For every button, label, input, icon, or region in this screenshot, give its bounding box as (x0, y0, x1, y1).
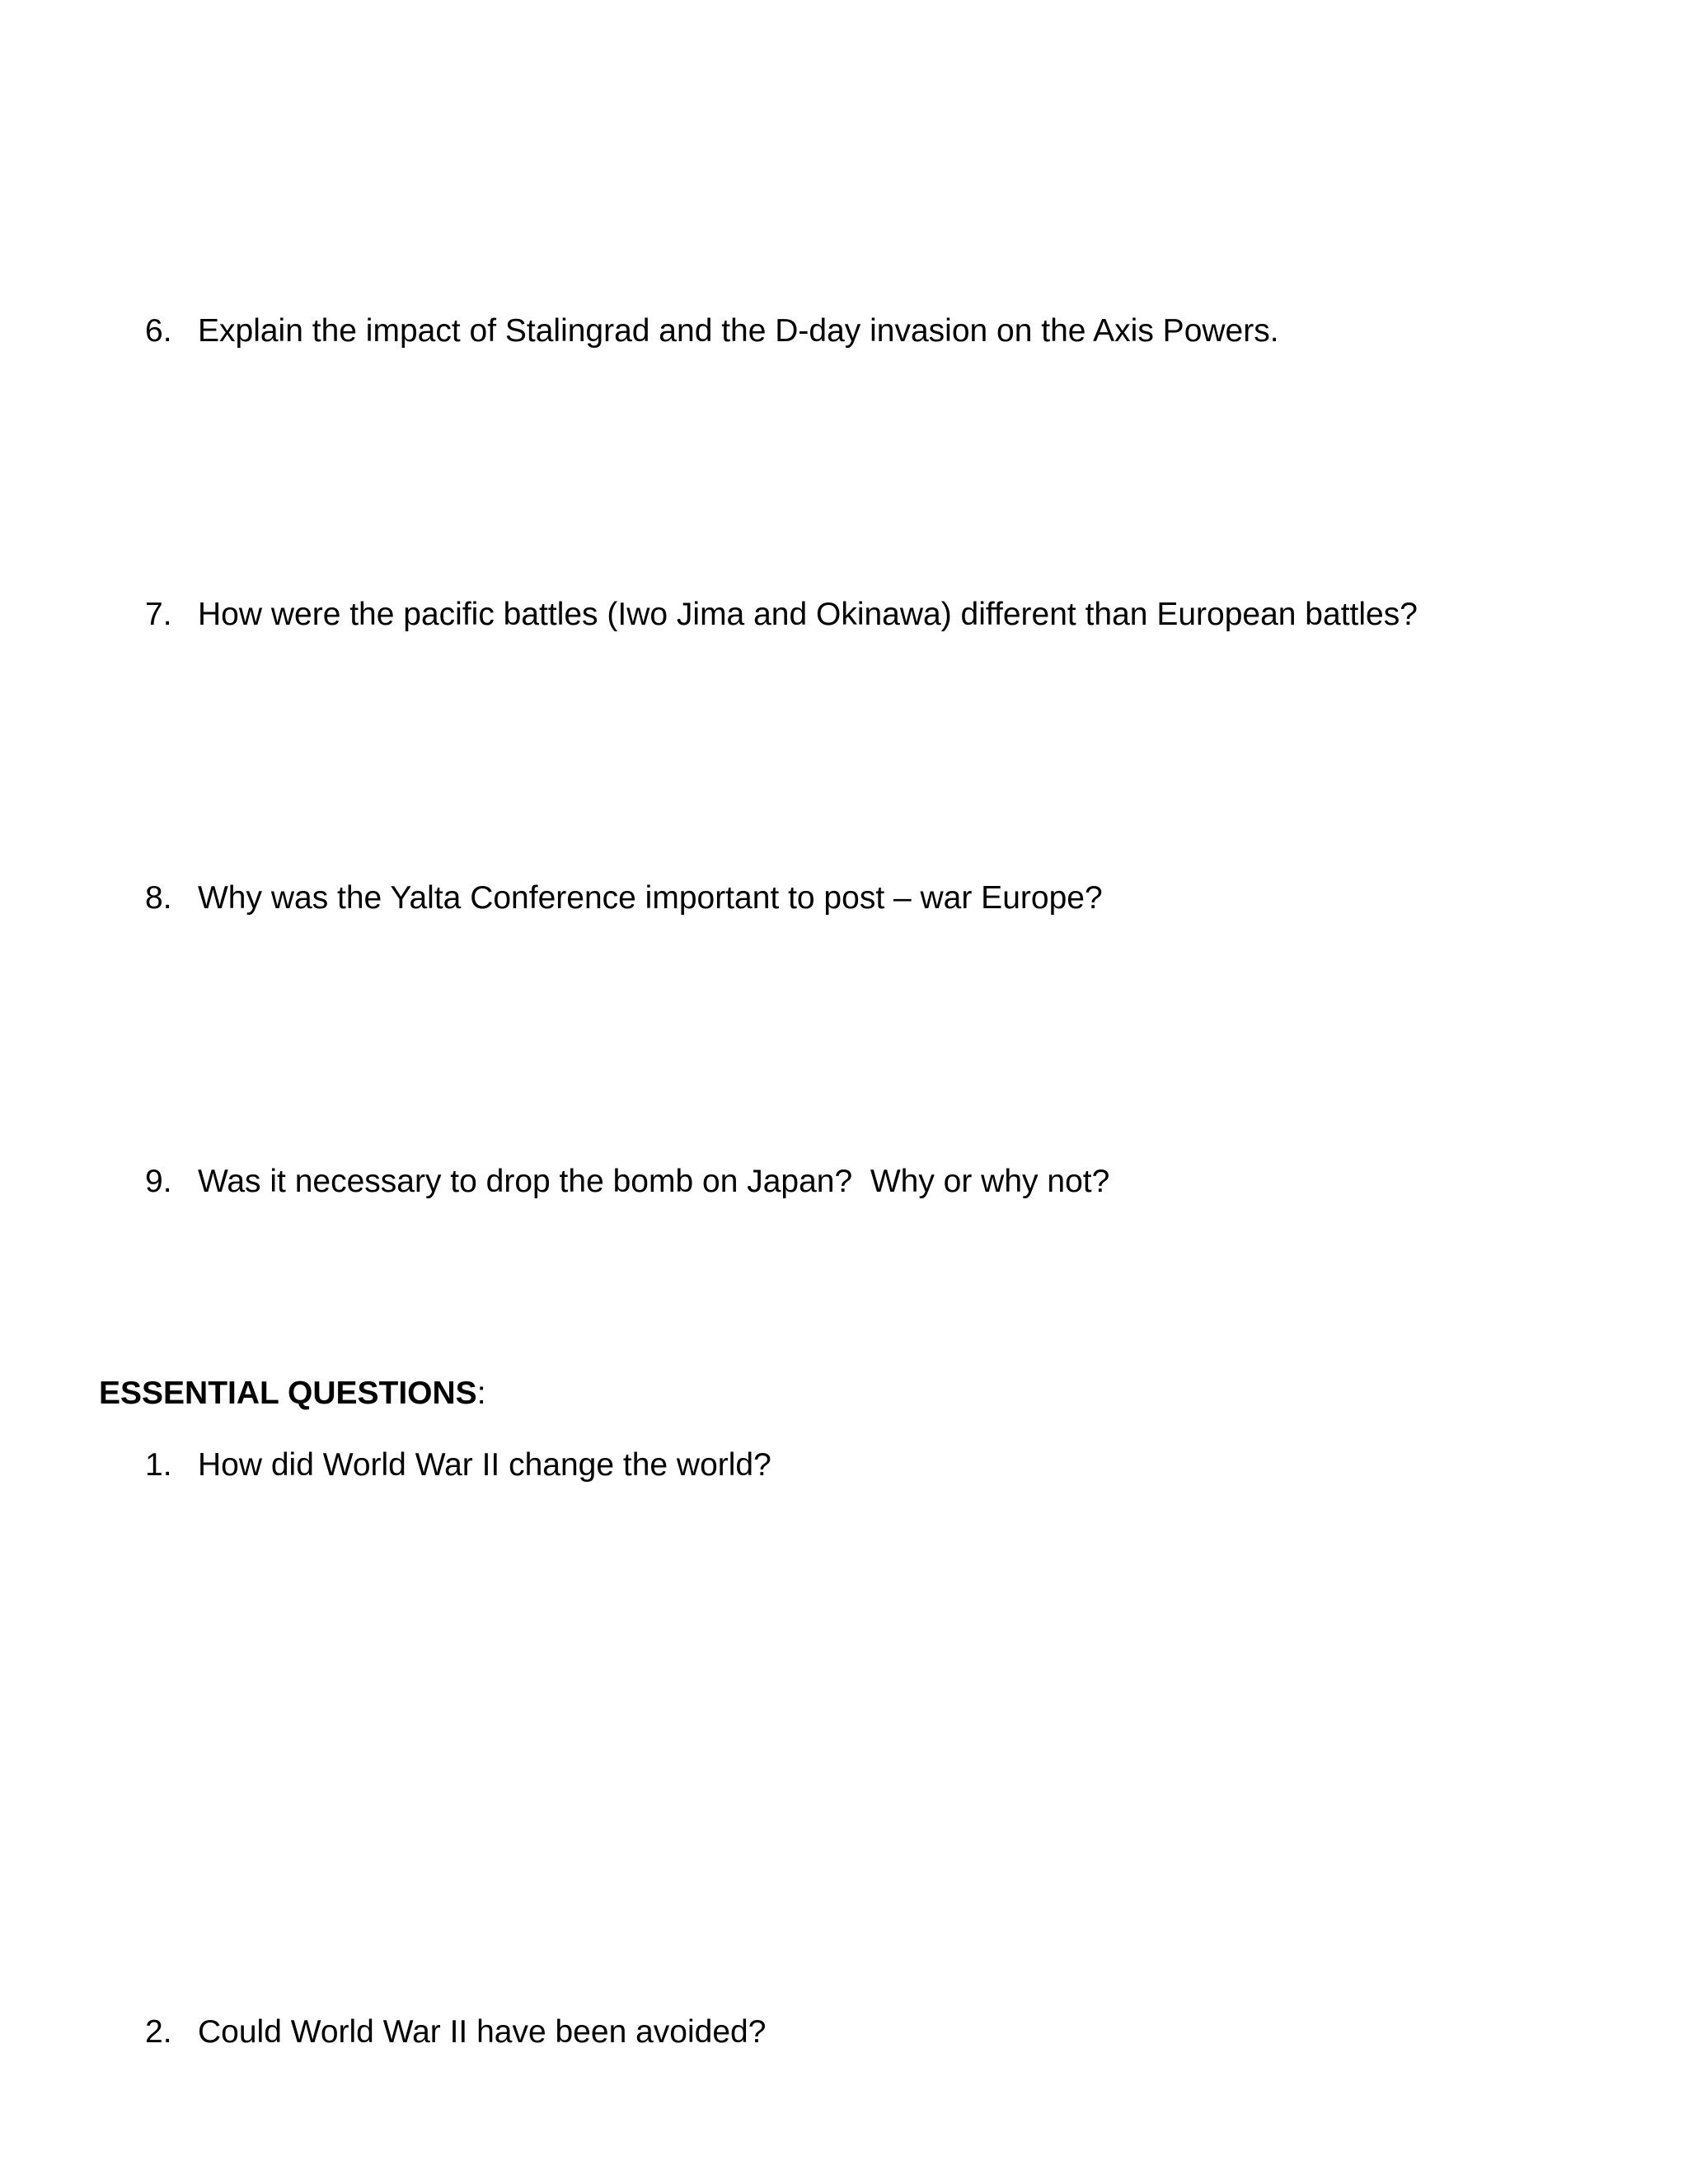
question-text: Was it necessary to drop the bomb on Japan? Why or why not? (198, 1164, 1110, 1199)
question-number: 7. (145, 597, 172, 632)
question-text: Could World War II have been avoided? (198, 2014, 767, 2050)
question-number: 1. (145, 1447, 172, 1483)
question-number: 6. (145, 313, 172, 349)
question-text: How were the pacific battles (Iwo Jima and Okinawa) different than European battles? (198, 597, 1418, 632)
question-text: Why was the Yalta Conference important to post – war Europe? (198, 880, 1103, 916)
question-6 (0, 307, 1688, 356)
question-9 (0, 1157, 1688, 1207)
question-number: 9. (145, 1164, 172, 1199)
essential-heading-colon: : (476, 1376, 486, 1411)
question-number: 8. (145, 880, 172, 916)
question-7 (0, 590, 1688, 640)
essential-heading-text: ESSENTIAL QUESTIONS (99, 1376, 477, 1411)
question-text: Explain the impact of Stalingrad and the D-day invasion on the Axis Powers. (198, 313, 1279, 349)
question-8 (0, 874, 1688, 923)
question-text: How did World War II change the world? (198, 1447, 771, 1483)
question-number: 2. (145, 2014, 172, 2050)
essential-question-2 (0, 2008, 1688, 2057)
essential-question-1 (0, 1441, 1688, 1490)
essential-questions-heading (99, 1369, 1582, 1418)
